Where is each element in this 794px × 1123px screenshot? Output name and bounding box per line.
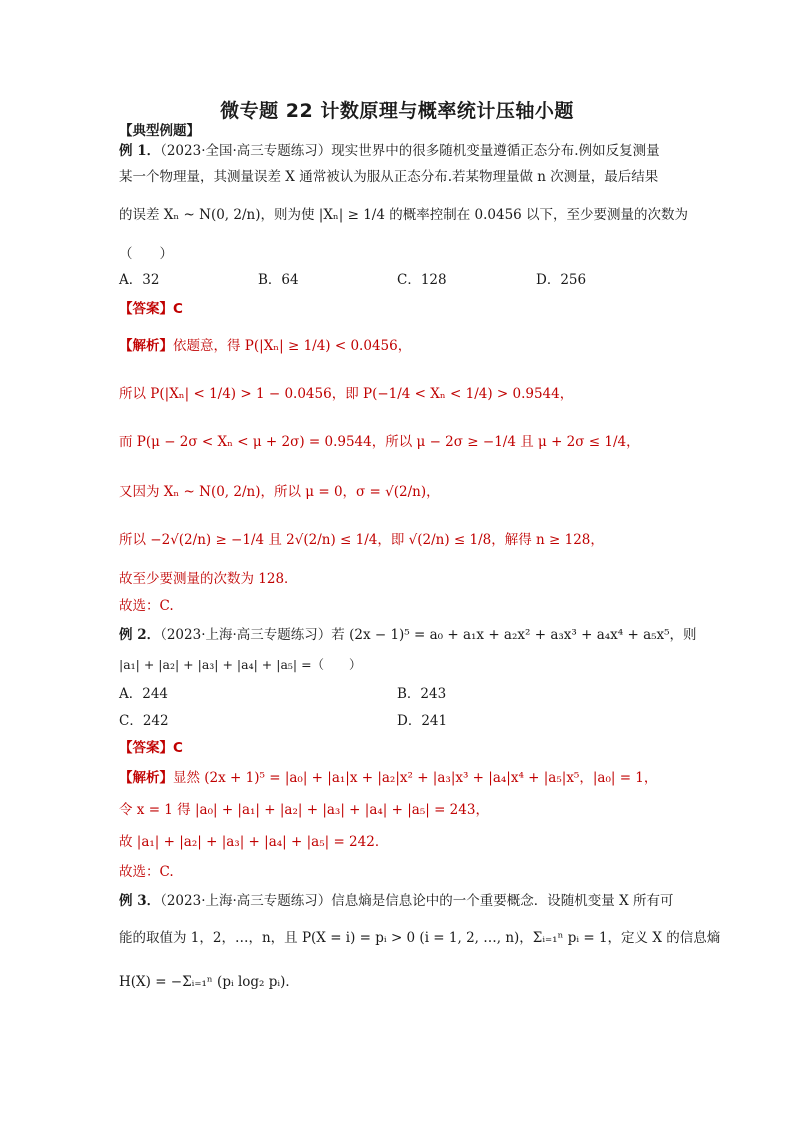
example-2-analysis-1 [119, 768, 657, 788]
analysis-tag: 【解析】 [119, 338, 173, 354]
example-1-option-b: B．64 [258, 272, 299, 288]
example-2-option-a: A．244 [119, 686, 169, 702]
answer-value: C [173, 301, 183, 317]
section-heading: 【典型例题】 [119, 123, 200, 139]
example-1-answer [119, 299, 183, 319]
example-2-source: （2023·上海·高三专题练习） [160, 627, 332, 643]
example-1-option-c: C．128 [397, 272, 447, 288]
example-2-text-1: 若 (2x − 1)⁵ = a₀ + a₁x + a₂x² + a₃x³ + a₄x⁴ + a₅x⁵，则 [331, 627, 697, 643]
example-3-line-1 [119, 891, 674, 911]
example-1-number: 例 1． [119, 143, 161, 159]
example-1-analysis-6: 故至少要测量的次数为 128． [119, 571, 298, 587]
answer-tag: 【答案】 [119, 740, 173, 756]
example-3-text-1: 信息熵是信息论中的一个重要概念．设随机变量 X 所有可 [331, 893, 674, 909]
example-2-analysis-2: 令 x = 1 得 |a₀| + |a₁| + |a₂| + |a₃| + |a₄| + |a₅| = 243， [119, 802, 489, 818]
example-1-analysis-3: 而 P(μ − 2σ < Xₙ < μ + 2σ) = 0.9544，所以 μ − 2σ ≥ −1/4 且 μ + 2σ ≤ 1/4， [119, 434, 640, 450]
example-3-line-2: 能的取值为 1，2，…，n，且 P(X = i) = pᵢ > 0 (i = 1, 2, …, n)，Σᵢ₌₁ⁿ pᵢ = 1，定义 X 的信息熵 [119, 930, 721, 946]
example-2-option-c: C．242 [119, 713, 169, 729]
example-1-line-2: 某一个物理量，其测量误差 X 通常被认为服从正态分布.若某物理量做 n 次测量，最后结果 [119, 169, 659, 185]
example-2-analysis-4: 故选：C. [119, 864, 174, 880]
example-1-source: （2023·全国·高三专题练习） [160, 143, 332, 159]
example-1-text-1: 现实世界中的很多随机变量遵循正态分布.例如反复测量 [331, 143, 660, 159]
analysis-text: 显然 (2x + 1)⁵ = |a₀| + |a₁|x + |a₂|x² + |a₃|x³ + |a₄|x⁴ + |a₅|x⁵，|a₀| = 1， [173, 770, 658, 786]
example-1-option-a: A．32 [119, 272, 160, 288]
example-1-analysis-5: 所以 −2√(2/n) ≥ −1/4 且 2√(2/n) ≤ 1/4，即 √(2/n) ≤ 1/8，解得 n ≥ 128， [119, 532, 604, 548]
example-1-analysis-7: 故选：C. [119, 598, 174, 614]
example-1-analysis-4: 又因为 Xₙ ~ N(0, 2/n)，所以 μ = 0，σ = √(2/n)， [119, 484, 440, 500]
example-1-option-d: D．256 [536, 272, 587, 288]
analysis-tag: 【解析】 [119, 770, 173, 786]
example-1-paren: （ ） [119, 246, 173, 262]
example-3-line-3: H(X) = −Σᵢ₌₁ⁿ (pᵢ log₂ pᵢ)． [119, 974, 299, 990]
example-2-number: 例 2． [119, 627, 161, 643]
answer-tag: 【答案】 [119, 301, 173, 317]
example-2-line-1 [119, 625, 697, 645]
example-2-analysis-3: 故 |a₁| + |a₂| + |a₃| + |a₄| + |a₅| = 242． [119, 834, 389, 850]
example-1-analysis-2: 所以 P(|Xₙ| < 1/4) > 1 − 0.0456，即 P(−1/4 < Xₙ < 1/4) > 0.9544， [119, 386, 574, 402]
example-2-option-d: D．241 [397, 713, 448, 729]
example-2-line-2: |a₁| + |a₂| + |a₃| + |a₄| + |a₅| =（ ） [119, 657, 362, 672]
page-title: 微专题 22 计数原理与概率统计压轴小题 [220, 100, 574, 122]
example-1-line-1 [119, 141, 660, 161]
example-2-option-b: B．243 [397, 686, 447, 702]
example-2-answer [119, 738, 183, 758]
example-3-number: 例 3． [119, 893, 161, 909]
example-1-analysis-1 [119, 336, 411, 356]
analysis-text: 依题意，得 P(|Xₙ| ≥ 1/4) < 0.0456， [173, 338, 412, 354]
answer-value: C [173, 740, 183, 756]
example-3-source: （2023·上海·高三专题练习） [160, 893, 332, 909]
example-1-line-3: 的误差 Xₙ ~ N(0, 2/n)，则为使 |Xₙ| ≥ 1/4 的概率控制在 0.0456 以下，至少要测量的次数为 [119, 207, 689, 223]
